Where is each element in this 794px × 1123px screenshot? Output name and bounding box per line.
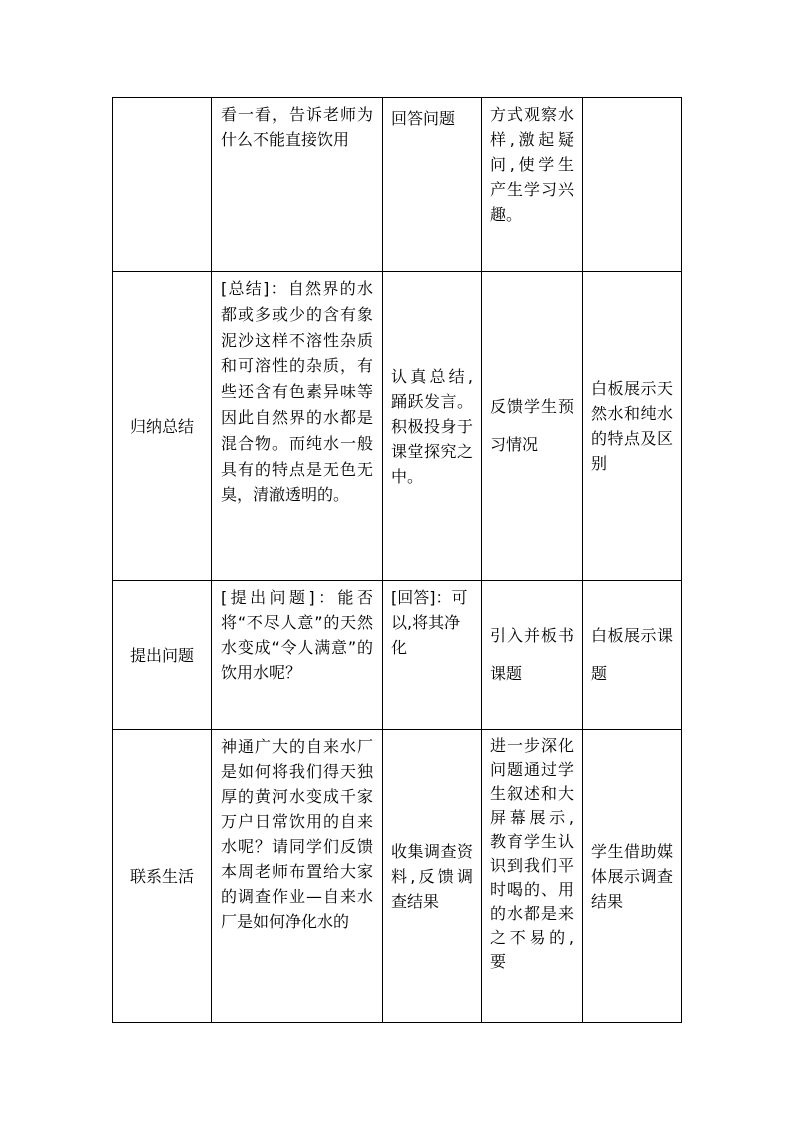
design-intent-cell: 进一步深化问题通过学生叙述和大屏幕展示,教育学生认识到我们平时喝的、用的水都是来之不易的,要 bbox=[482, 730, 583, 1023]
teacher-activity-cell: [提出问题]：能否将“不尽人意”的天然水变成“令人满意”的饮用水呢？ bbox=[212, 581, 383, 730]
media-cell: 白板展示课题 bbox=[583, 581, 682, 730]
stage-cell: 联系生活 bbox=[113, 730, 212, 1023]
student-activity-cell: 认真总结,踊跃发言。积极投身于课堂探究之中。 bbox=[383, 272, 482, 581]
media-cell: 白板展示天然水和纯水的特点及区别 bbox=[583, 272, 682, 581]
design-intent-cell: 反馈学生预习情况 bbox=[482, 272, 583, 581]
student-activity-cell: 回答问题 bbox=[383, 98, 482, 272]
design-intent-cell: 方式观察水样,激起疑问,使学生产生学习兴趣。 bbox=[482, 98, 583, 272]
stage-cell: 提出问题 bbox=[113, 581, 212, 730]
table-row bbox=[113, 730, 682, 1023]
media-cell bbox=[583, 98, 682, 272]
stage-cell bbox=[113, 98, 212, 272]
media-cell: 学生借助媒体展示调查结果 bbox=[583, 730, 682, 1023]
student-activity-cell: 收集调查资料,反馈调查结果 bbox=[383, 730, 482, 1023]
teacher-activity-cell: 神通广大的自来水厂是如何将我们得天独厚的黄河水变成千家万户日常饮用的自来水呢？请同学们反馈本周老师布置给大家的调查作业—自来水厂是如何净化水的 bbox=[212, 730, 383, 1023]
table-row bbox=[113, 581, 682, 730]
design-intent-cell: 引入并板书课题 bbox=[482, 581, 583, 730]
lesson-plan-table bbox=[112, 97, 682, 1023]
stage-cell: 归纳总结 bbox=[113, 272, 212, 581]
table-row bbox=[113, 98, 682, 272]
teacher-activity-cell: 看一看，告诉老师为什么不能直接饮用 bbox=[212, 98, 383, 272]
student-activity-cell: [回答]：可以,将其净化 bbox=[383, 581, 482, 730]
table-row bbox=[113, 272, 682, 581]
teacher-activity-cell: [总结]：自然界的水都或多或少的含有象泥沙这样不溶性杂质和可溶性的杂质，有些还含有色素异味等因此自然界的水都是混合物。而纯水一般具有的特点是无色无臭，清澈透明的。 bbox=[212, 272, 383, 581]
